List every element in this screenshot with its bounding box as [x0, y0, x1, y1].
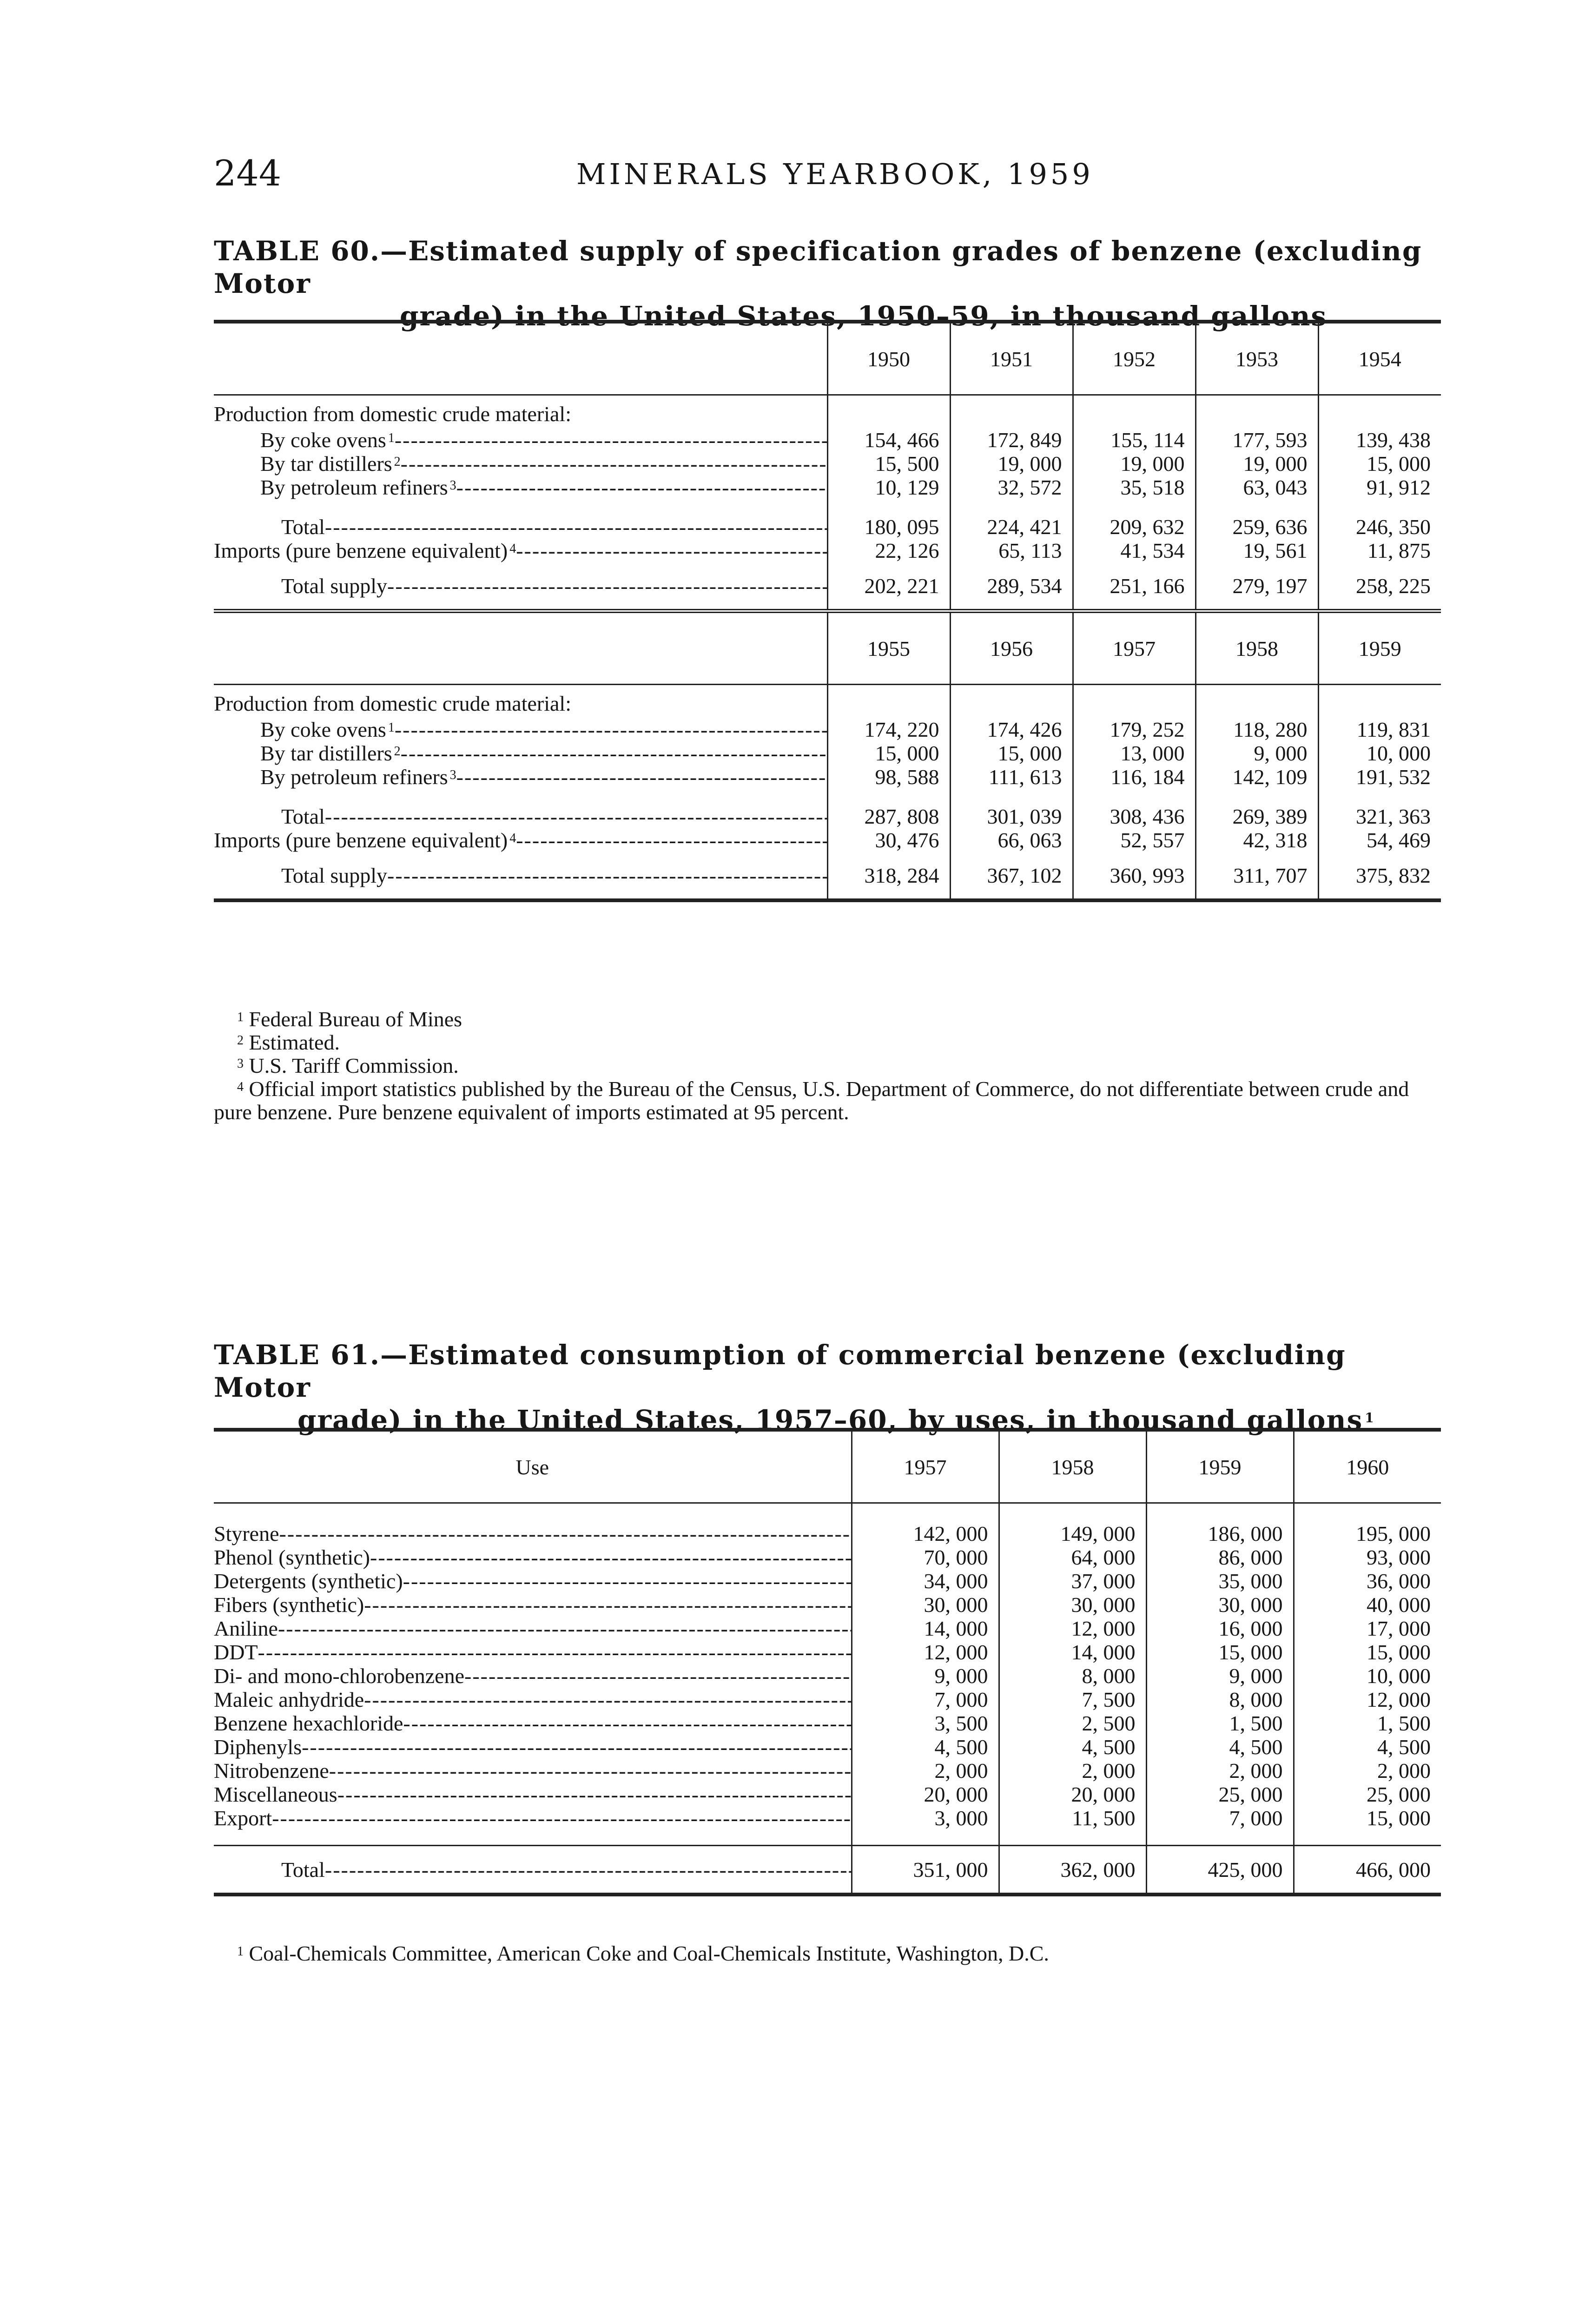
table-cell: 22, 126: [827, 539, 950, 562]
table60-caption-line2: grade) in the United States, 1950–59, in thousand gallons: [400, 300, 1328, 332]
table-cell: 149, 000: [999, 1522, 1146, 1545]
table-cell: 10, 000: [1294, 1664, 1441, 1688]
table-cell: 9, 000: [852, 1664, 999, 1688]
table-row: [214, 1688, 1441, 1711]
table60-header-stub: [214, 322, 827, 395]
table-cell: 2, 000: [852, 1759, 999, 1783]
table60-header-row-1: [214, 322, 1441, 395]
table-cell: 37, 000: [999, 1569, 1146, 1593]
table60-year-header: 1952: [1073, 322, 1196, 395]
table-cell: 10, 000: [1318, 741, 1441, 765]
table-cell: 1, 500: [1294, 1711, 1441, 1735]
table60-section-row: [214, 395, 1441, 429]
table-cell: 4, 500: [1294, 1735, 1441, 1759]
table-cell: 321, 363: [1318, 805, 1441, 828]
table61-year-header: 1958: [999, 1430, 1146, 1503]
table60-caption-line1: TABLE 60.—Estimated supply of specification grades of benzene (excluding Motor: [214, 235, 1422, 299]
table-cell: 186, 000: [1146, 1522, 1294, 1545]
table-cell: 119, 831: [1318, 718, 1441, 741]
row-label: Fibers (synthetic) -----: [214, 1593, 852, 1617]
table-cell: 1, 500: [1146, 1711, 1294, 1735]
table60-row-imports: [214, 828, 1441, 852]
table-cell: 52, 557: [1073, 828, 1196, 852]
table60-year-header: 1955: [827, 611, 950, 685]
footnote: $^1$ Federal Bureau of Mines: [237, 1007, 462, 1031]
table-row: [214, 1711, 1441, 1735]
table-cell: 466, 000: [1294, 1846, 1441, 1895]
table-cell: 9, 000: [1196, 741, 1318, 765]
table60-year-header: 1957: [1073, 611, 1196, 685]
table-row: [214, 1593, 1441, 1617]
table-cell: 20, 000: [999, 1783, 1146, 1806]
table-cell: 180, 095: [827, 515, 950, 539]
row-label: Miscellaneous -----: [214, 1783, 852, 1806]
table60-row-total: [214, 515, 1441, 539]
table-row: [214, 1617, 1441, 1640]
table60-caption: [214, 235, 1441, 332]
table60-row-petro: [214, 475, 1441, 499]
table-cell: 116, 184: [1073, 765, 1196, 789]
row-label: By petroleum refiners $^3$ -----: [214, 475, 827, 499]
table-cell: 98, 588: [827, 765, 950, 789]
table-cell: 142, 000: [852, 1522, 999, 1545]
table-cell: 4, 500: [1146, 1735, 1294, 1759]
table60-year-header: 1956: [950, 611, 1073, 685]
table-cell: 7, 000: [1146, 1806, 1294, 1830]
table-row: [214, 1640, 1441, 1664]
table-cell: 4, 500: [999, 1735, 1146, 1759]
table-cell: 142, 109: [1196, 765, 1318, 789]
row-label: Total supply -----: [214, 562, 827, 611]
row-label: Aniline -----: [214, 1617, 852, 1640]
table-cell: 375, 832: [1318, 852, 1441, 900]
table-cell: 318, 284: [827, 852, 950, 900]
table-cell: 20, 000: [852, 1783, 999, 1806]
table-cell: 19, 561: [1196, 539, 1318, 562]
running-head: MINERALS YEARBOOK, 1959: [576, 157, 1094, 191]
table60-row-coke: [214, 428, 1441, 452]
table-row: [214, 1735, 1441, 1759]
table61-caption: [214, 1339, 1441, 1436]
table-row: [214, 1522, 1441, 1545]
table-cell: 2, 000: [1294, 1759, 1441, 1783]
table-cell: 7, 000: [852, 1688, 999, 1711]
table-row: [214, 1783, 1441, 1806]
table-cell: 311, 707: [1196, 852, 1318, 900]
table-cell: 246, 350: [1318, 515, 1441, 539]
table-cell: 35, 000: [1146, 1569, 1294, 1593]
row-label: Di- and mono-chlorobenzene -----: [214, 1664, 852, 1688]
row-label: Imports (pure benzene equivalent) $^4$ -----: [214, 828, 827, 852]
table-cell: 41, 534: [1073, 539, 1196, 562]
table61-year-header: 1960: [1294, 1430, 1441, 1503]
table61-footnotes: [214, 1942, 1441, 1965]
table60-header-stub: [214, 611, 827, 685]
table-cell: 11, 500: [999, 1806, 1146, 1830]
table-cell: 35, 518: [1073, 475, 1196, 499]
table-row: [214, 1569, 1441, 1593]
table60-year-header: 1958: [1196, 611, 1318, 685]
table-cell: 191, 532: [1318, 765, 1441, 789]
table60-row-supply: [214, 562, 1441, 611]
table61-year-header: 1957: [852, 1430, 999, 1503]
table60-footnotes: [214, 1008, 1441, 1124]
row-label: By tar distillers $^2$ -----: [214, 741, 827, 765]
table61-header-row: [214, 1430, 1441, 1503]
table61-total-row: [214, 1846, 1441, 1895]
table60-year-header: 1951: [950, 322, 1073, 395]
table-cell: 179, 252: [1073, 718, 1196, 741]
table-cell: 177, 593: [1196, 428, 1318, 452]
table-cell: 15, 000: [1146, 1640, 1294, 1664]
table-cell: 258, 225: [1318, 562, 1441, 611]
footnote: $^2$ Estimated.: [237, 1030, 340, 1054]
table-cell: 174, 426: [950, 718, 1073, 741]
table-cell: 118, 280: [1196, 718, 1318, 741]
table-cell: 25, 000: [1146, 1783, 1294, 1806]
table61-use-header: Use: [214, 1430, 852, 1503]
table61-body: [214, 1522, 1441, 1830]
table61-caption-line1: TABLE 61.—Estimated consumption of commercial benzene (excluding Motor: [214, 1339, 1346, 1403]
table-cell: 351, 000: [852, 1846, 999, 1895]
row-label: Nitrobenzene -----: [214, 1759, 852, 1783]
table-cell: 15, 500: [827, 452, 950, 475]
table-cell: 15, 000: [1318, 452, 1441, 475]
row-label: By petroleum refiners $^3$ -----: [214, 765, 827, 789]
table60-header-row-2: [214, 611, 1441, 685]
table-cell: 25, 000: [1294, 1783, 1441, 1806]
table61-caption-line2: grade) in the United States, 1957–60, by uses, in thousand gallons $^1$: [297, 1404, 1375, 1436]
table-cell: 362, 000: [999, 1846, 1146, 1895]
table-cell: 2, 500: [999, 1711, 1146, 1735]
table-cell: 301, 039: [950, 805, 1073, 828]
table60-section-label: Production from domestic crude material:: [214, 402, 571, 426]
table-cell: 93, 000: [1294, 1545, 1441, 1569]
table-cell: 209, 632: [1073, 515, 1196, 539]
table-cell: 19, 000: [950, 452, 1073, 475]
row-label: Diphenyls -----: [214, 1735, 852, 1759]
table-cell: 12, 000: [852, 1640, 999, 1664]
table60: [214, 320, 1441, 902]
row-label: DDT -----: [214, 1640, 852, 1664]
row-label: Phenol (synthetic) -----: [214, 1545, 852, 1569]
table-cell: 10, 129: [827, 475, 950, 499]
row-label: By tar distillers $^2$ -----: [214, 452, 827, 475]
table60-section-label: Production from domestic crude material:: [214, 692, 571, 715]
table-cell: 360, 993: [1073, 852, 1196, 900]
row-label: Styrene -----: [214, 1522, 852, 1545]
footnote: $^1$ Coal-Chemicals Committee, American Coke and Coal-Chemicals Institute, Washington, D.C.: [237, 1941, 1049, 1965]
table60-row-supply: [214, 852, 1441, 900]
table-cell: 34, 000: [852, 1569, 999, 1593]
table-cell: 30, 476: [827, 828, 950, 852]
table-cell: 16, 000: [1146, 1617, 1294, 1640]
table-row: [214, 1806, 1441, 1830]
table-cell: 2, 000: [1146, 1759, 1294, 1783]
table60-year-header: 1954: [1318, 322, 1441, 395]
table60-row-coke: [214, 718, 1441, 741]
table-cell: 251, 166: [1073, 562, 1196, 611]
table60-year-header: 1953: [1196, 322, 1318, 395]
table-cell: 3, 000: [852, 1806, 999, 1830]
table-cell: 17, 000: [1294, 1617, 1441, 1640]
row-label: Total supply -----: [214, 852, 827, 900]
row-label: Imports (pure benzene equivalent) $^4$ -----: [214, 539, 827, 562]
table-cell: 54, 469: [1318, 828, 1441, 852]
table-cell: 279, 197: [1196, 562, 1318, 611]
table-cell: 63, 043: [1196, 475, 1318, 499]
row-label: Benzene hexachloride -----: [214, 1711, 852, 1735]
table60-year-header: 1950: [827, 322, 950, 395]
table60-year-header: 1959: [1318, 611, 1441, 685]
table-cell: 64, 000: [999, 1545, 1146, 1569]
table60-row-petro: [214, 765, 1441, 789]
table-cell: 3, 500: [852, 1711, 999, 1735]
table-cell: 195, 000: [1294, 1522, 1441, 1545]
table-cell: 12, 000: [1294, 1688, 1441, 1711]
row-label: By coke ovens $^1$ -----: [214, 718, 827, 741]
table-cell: 66, 063: [950, 828, 1073, 852]
table60-row-tar: [214, 741, 1441, 765]
table-cell: 139, 438: [1318, 428, 1441, 452]
table-cell: 15, 000: [1294, 1640, 1441, 1664]
table-cell: 174, 220: [827, 718, 950, 741]
table-cell: 30, 000: [852, 1593, 999, 1617]
table-cell: 269, 389: [1196, 805, 1318, 828]
row-label: Maleic anhydride -----: [214, 1688, 852, 1711]
table-cell: 70, 000: [852, 1545, 999, 1569]
table-cell: 42, 318: [1196, 828, 1318, 852]
table-cell: 19, 000: [1196, 452, 1318, 475]
table-cell: 11, 875: [1318, 539, 1441, 562]
page-number: 244: [214, 152, 282, 194]
table-cell: 111, 613: [950, 765, 1073, 789]
table-cell: 8, 000: [999, 1664, 1146, 1688]
table-cell: 287, 808: [827, 805, 950, 828]
table-cell: 13, 000: [1073, 741, 1196, 765]
table61: [214, 1428, 1441, 1896]
row-label: Total -----: [214, 1846, 852, 1895]
table-cell: 86, 000: [1146, 1545, 1294, 1569]
table-row: [214, 1759, 1441, 1783]
table-cell: 425, 000: [1146, 1846, 1294, 1895]
table-cell: 8, 000: [1146, 1688, 1294, 1711]
footnote: $^3$ U.S. Tariff Commission.: [237, 1054, 459, 1077]
table-cell: 155, 114: [1073, 428, 1196, 452]
row-label: Export -----: [214, 1806, 852, 1830]
table-cell: 65, 113: [950, 539, 1073, 562]
table-cell: 308, 436: [1073, 805, 1196, 828]
table-cell: 202, 221: [827, 562, 950, 611]
table-cell: 15, 000: [950, 741, 1073, 765]
table-cell: 30, 000: [1146, 1593, 1294, 1617]
table-cell: 4, 500: [852, 1735, 999, 1759]
table-cell: 32, 572: [950, 475, 1073, 499]
table-cell: 15, 000: [827, 741, 950, 765]
table-cell: 9, 000: [1146, 1664, 1294, 1688]
row-label: Total -----: [214, 805, 827, 828]
table60-section-row: [214, 685, 1441, 718]
table60-row-imports: [214, 539, 1441, 562]
table-cell: 289, 534: [950, 562, 1073, 611]
table-cell: 172, 849: [950, 428, 1073, 452]
table-cell: 367, 102: [950, 852, 1073, 900]
table-cell: 14, 000: [852, 1617, 999, 1640]
table-row: [214, 1545, 1441, 1569]
table-cell: 7, 500: [999, 1688, 1146, 1711]
table-cell: 30, 000: [999, 1593, 1146, 1617]
table-cell: 40, 000: [1294, 1593, 1441, 1617]
table-cell: 14, 000: [999, 1640, 1146, 1664]
table-cell: 15, 000: [1294, 1806, 1441, 1830]
table-cell: 259, 636: [1196, 515, 1318, 539]
table-cell: 91, 912: [1318, 475, 1441, 499]
table-cell: 36, 000: [1294, 1569, 1441, 1593]
table-cell: 12, 000: [999, 1617, 1146, 1640]
row-label: Total -----: [214, 515, 827, 539]
table61-year-header: 1959: [1146, 1430, 1294, 1503]
table-cell: 2, 000: [999, 1759, 1146, 1783]
table60-row-total: [214, 805, 1441, 828]
table-row: [214, 1664, 1441, 1688]
row-label: Detergents (synthetic) -----: [214, 1569, 852, 1593]
table-cell: 19, 000: [1073, 452, 1196, 475]
row-label: By coke ovens $^1$ -----: [214, 428, 827, 452]
table60-row-tar: [214, 452, 1441, 475]
footnote: $^4$ Official import statistics published by the Bureau of the Census, U.S. Department of Commerce, do not differentiate between crude and pure benzene. Pure benzene equivalent of imports estimated at 95 percent.: [214, 1077, 1409, 1124]
table-cell: 154, 466: [827, 428, 950, 452]
table-cell: 224, 421: [950, 515, 1073, 539]
